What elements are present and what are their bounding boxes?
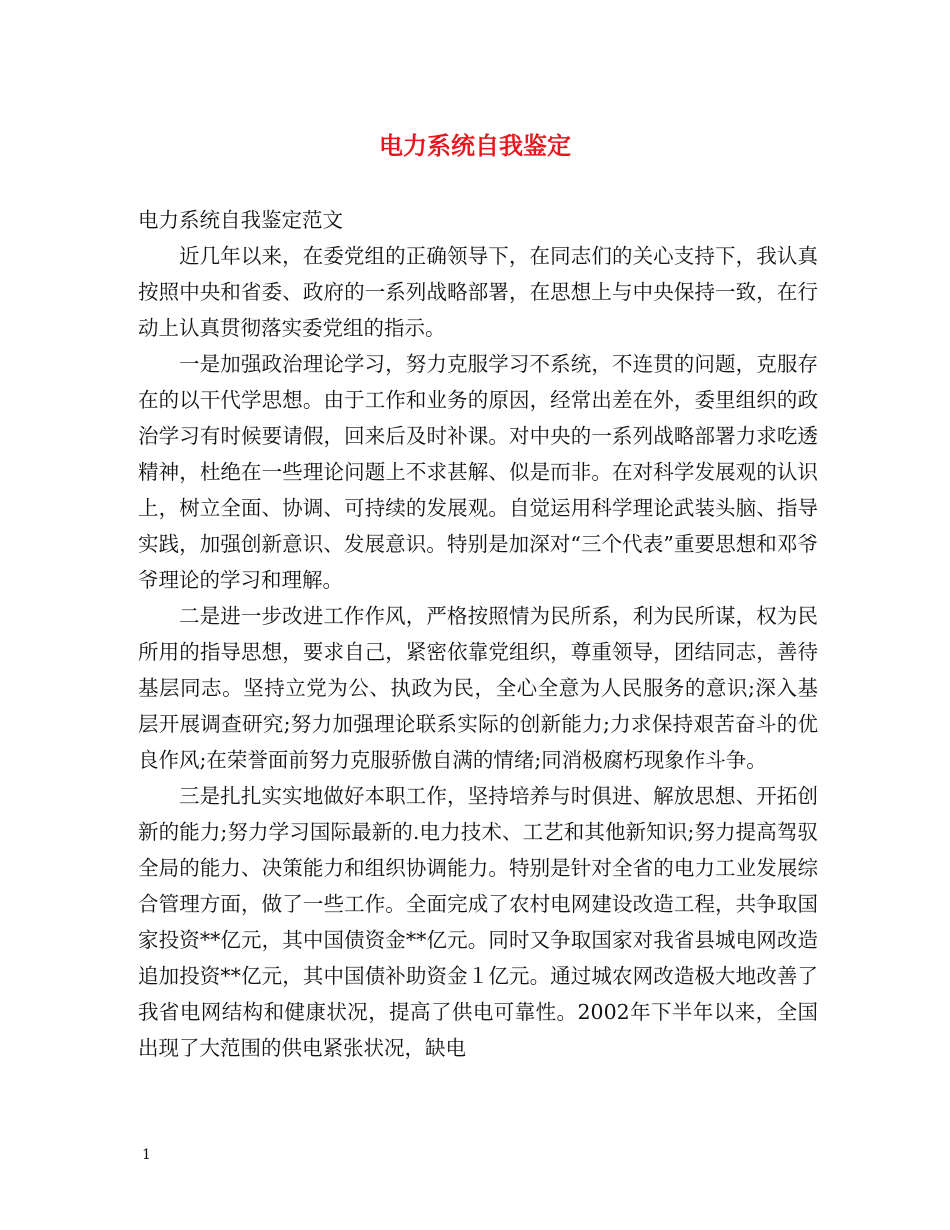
- paragraph-one: 一是加强政治理论学习，努力克服学习不系统，不连贯的问题，克服存在的以干代学思想。由于工作和业务的原因，经常出差在外，委里组织的政治学习有时候要请假，回来后及时补课。对中央的一系列战略部署力求吃透精神，杜绝在一些理论问题上不求甚解、似是而非。在对科学发展观的认识上，树立全面、协调、可持续的发展观。自觉运用科学理论武装头脑、指导实践，加强创新意识、发展意识。特别是加深对“三个代表”重要思想和邓爷爷理论的学习和理解。: [138, 352, 818, 592]
- document-title: 电力系统自我鉴定: [379, 131, 571, 160]
- paragraph-intro: 近几年以来，在委党组的正确领导下，在同志们的关心支持下，我认真按照中央和省委、政府的一系列战略部署，在思想上与中央保持一致，在行动上认真贯彻落实委党组的指示。: [138, 244, 818, 340]
- paragraph-three: 三是扎扎实实地做好本职工作，坚持培养与时俱进、解放思想、开拓创新的能力;努力学习国际最新的.电力技术、工艺和其他新知识;努力提高驾驭全局的能力、决策能力和组织协调能力。特别是针对全省的电力工业发展综合管理方面，做了一些工作。全面完成了农村电网建设改造工程，共争取国家投资**亿元，其中国债资金**亿元。同时又争取国家对我省县城电网改造追加投资**亿元，其中国债补助资金１亿元。通过城农网改造极大地改善了我省电网结构和健康状况，提高了供电可靠性。2002年下半年以来，全国出现了大范围的供电紧张状况，缺电: [138, 784, 818, 1060]
- document-body: [138, 202, 818, 1066]
- page-number: 1: [142, 1147, 151, 1163]
- document-subtitle: 电力系统自我鉴定范文: [138, 208, 343, 232]
- paragraph-two: 二是进一步改进工作作风，严格按照情为民所系，利为民所谋，权为民所用的指导思想，要求自己，紧密依靠党组织，尊重领导，团结同志，善待基层同志。坚持立党为公、执政为民，全心全意为人民服务的意识;深入基层开展调查研究;努力加强理论联系实际的创新能力;力求保持艰苦奋斗的优良作风;在荣誉面前努力克服骄傲自满的情绪;同消极腐朽现象作斗争。: [138, 604, 818, 772]
